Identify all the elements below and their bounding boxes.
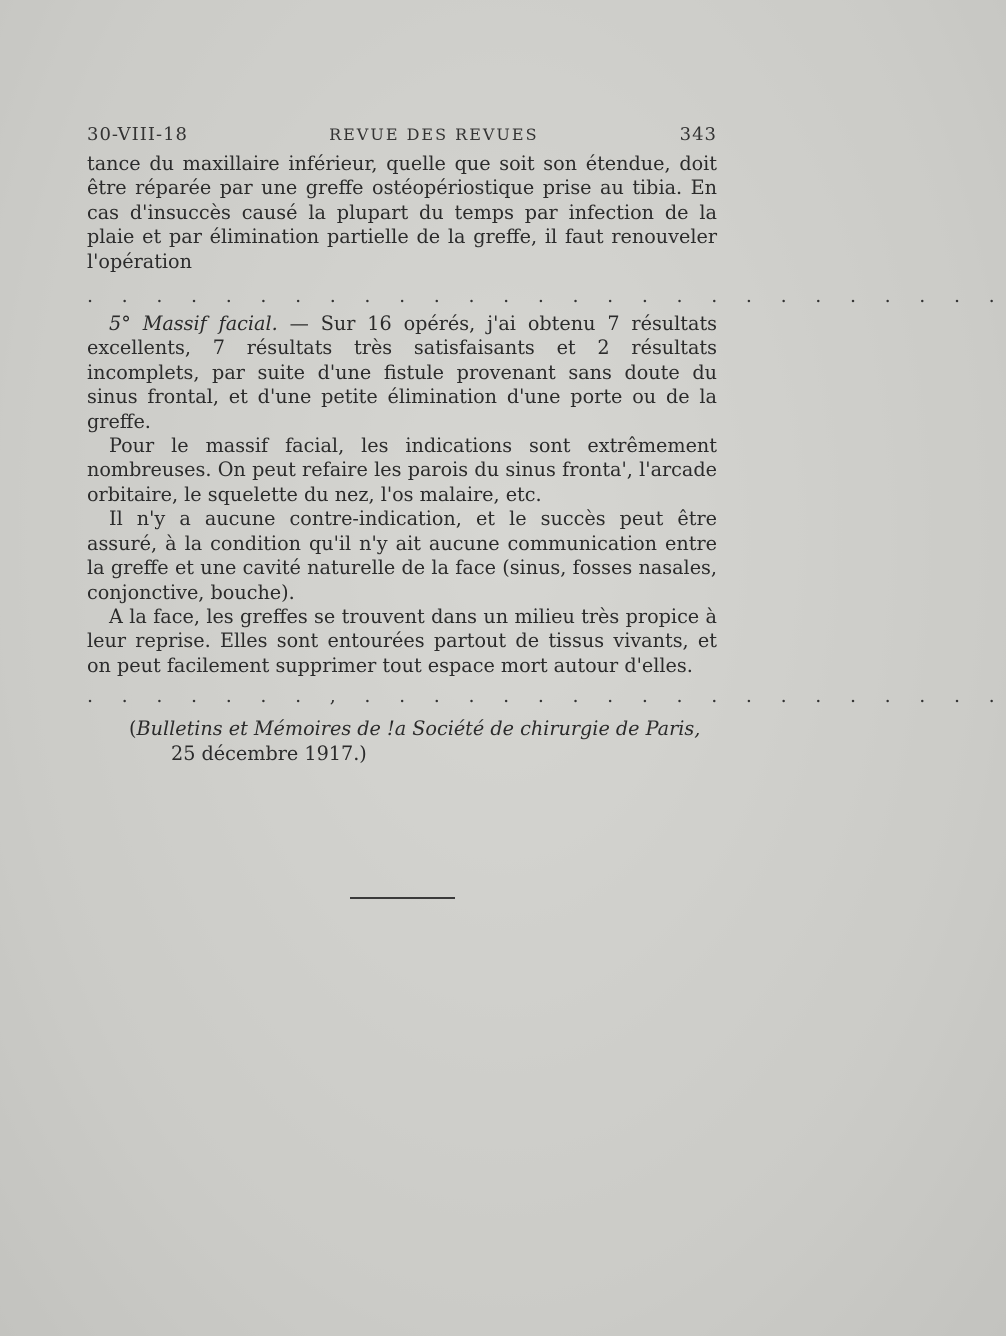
section-text: — Sur 16 opérés, j'ai obtenu 7 résultats excellents, 7 résultats très satisfaisants et 2 résultats incomplets, par suite d'une fistule provenant sans doute du sinus frontal, et d'une petite élimination d'une porte ou de la greffe. bbox=[87, 312, 718, 433]
running-header bbox=[87, 124, 717, 152]
paragraph-massif-facial bbox=[87, 312, 717, 434]
paragraph-indications: Pour le massif facial, les indications sont extrêmement nombreuses. On peut refaire les parois du sinus fronta', l'arcade orbitaire, le squelette du nez, l'os malaire, etc. bbox=[87, 434, 717, 506]
header-journal-title: REVUE DES REVUES bbox=[329, 125, 539, 144]
paragraph-continuation: tance du maxillaire inférieur, quelle que soit son étendue, doit être réparée par une greffe ostéopériostique prise au tibia. En cas d'insuccès causé la plupart du temps par infection de la plaie et par élimination partielle de la greffe, il faut renouveler l'opération bbox=[87, 152, 717, 273]
page-number: 343 bbox=[679, 124, 717, 145]
ellipsis-row: . . . . . . . . . . . . . . . . . . . . . . . . . . . bbox=[87, 285, 1006, 308]
section-end-rule bbox=[350, 897, 455, 899]
paragraph-contre-indication: Il n'y a aucune contre-indication, et le succès peut être assuré, à la condition qu'il n'y ait aucune communication entre la greffe et une cavité naturelle de la face (sinus, fosses nasales, conjonctive, bouche). bbox=[87, 507, 717, 604]
citation-date: 25 décembre 1917.) bbox=[171, 742, 367, 766]
header-date: 30-VIII-18 bbox=[87, 124, 188, 145]
body-text bbox=[87, 152, 1006, 766]
citation-open-paren: ( bbox=[129, 717, 137, 741]
section-heading: 5° Massif facial. bbox=[109, 312, 278, 336]
citation bbox=[129, 716, 717, 766]
citation-source: Bulletins et Mémoires de !a Société de chirurgie de Paris, bbox=[136, 717, 701, 741]
paragraph-greffes-face: A la face, les greffes se trouvent dans un milieu très propice à leur reprise. Elles sont entourées partout de tissus vivants, et on peut facilement supprimer tout espace mort autour d'elles. bbox=[87, 604, 717, 677]
ellipsis-row-2: . . . . . . . , . . . . . . . . . . . . . . . . . . . bbox=[87, 685, 1006, 708]
document-page bbox=[87, 124, 1006, 766]
